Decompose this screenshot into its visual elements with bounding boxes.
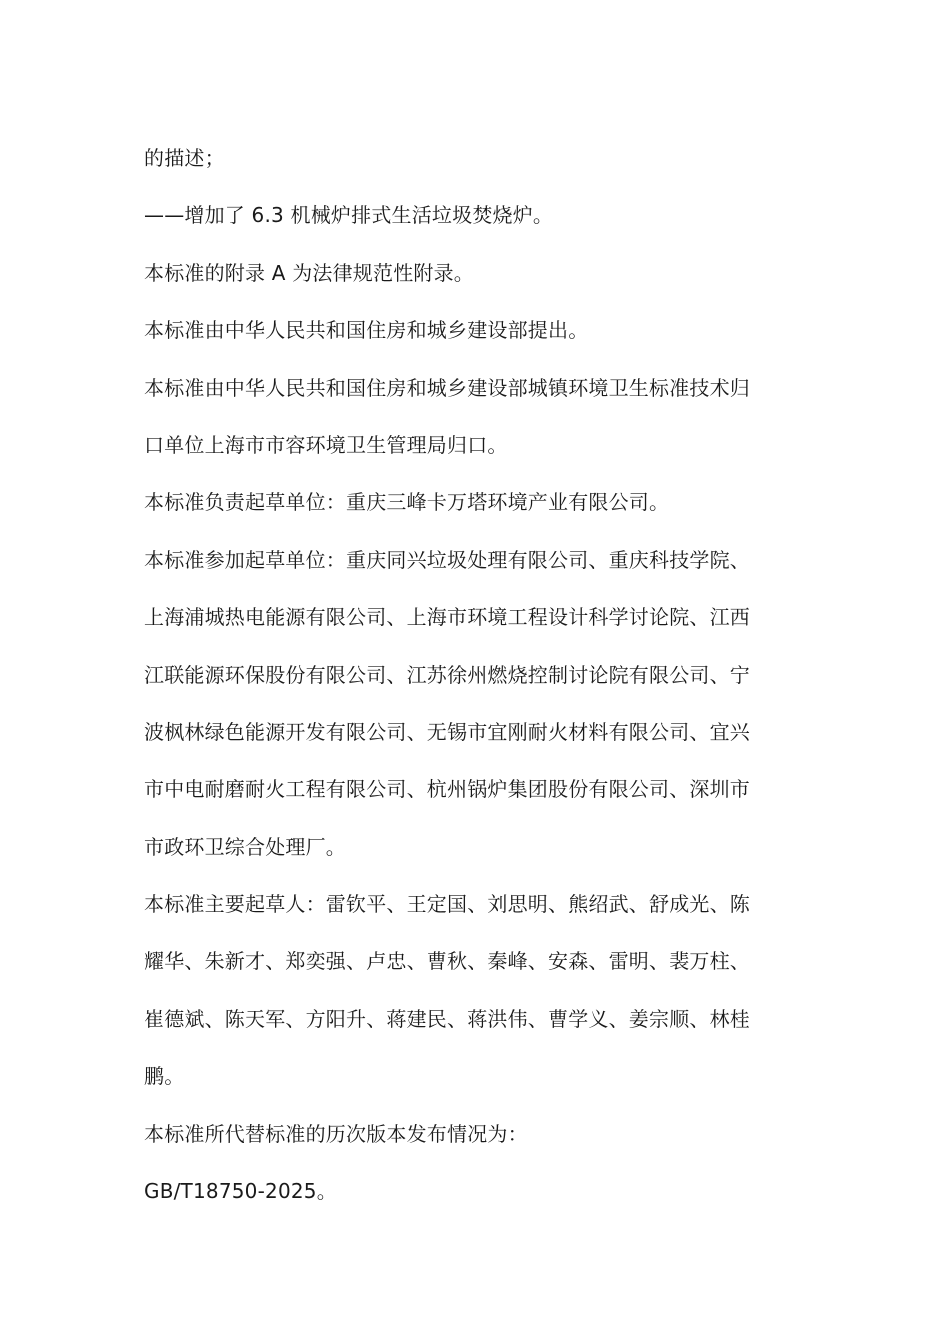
text-line: 上海浦城热电能源有限公司、上海市环境工程设计科学讨论院、江西 [144,605,750,630]
text-line: 市中电耐磨耐火工程有限公司、杭州锅炉集团股份有限公司、深圳市 [144,777,750,802]
text-line: 的描述； [144,146,225,170]
text-line: GB/T18750-2025。 [144,1179,337,1204]
text-line: 本标准所代替标准的历次版本发布情况为： [144,1121,528,1146]
text-line: 本标准的附录 A 为法律规范性附录。 [144,260,474,285]
text-line: 鹏。 [144,1064,185,1089]
text-line: 本标准负责起草单位：重庆三峰卡万塔环境产业有限公司。 [144,490,670,515]
text-line: 本标准参加起草单位：重庆同兴垃圾处理有限公司、重庆科技学院、 [144,547,750,572]
text-line: ——增加了 6.3 机械炉排式生活垃圾焚烧炉。 [144,203,554,228]
text-line: 波枫林绿色能源开发有限公司、无锡市宜刚耐火材料有限公司、宜兴 [144,719,750,744]
text-line: 本标准主要起草人：雷钦平、王定国、刘思明、熊绍武、舒成光、陈 [144,892,750,917]
document-body [144,130,808,1220]
text-line: 本标准由中华人民共和国住房和城乡建设部城镇环境卫生标准技术归 [144,375,750,400]
text-line: 口单位上海市市容环境卫生管理局归口。 [144,432,508,457]
text-line: 江联能源环保股份有限公司、江苏徐州燃烧控制讨论院有限公司、宁 [144,662,750,687]
text-line: 崔德斌、陈天军、方阳升、蒋建民、蒋洪伟、曹学义、姜宗顺、林桂 [144,1006,750,1031]
text-line: 耀华、朱新才、郑奕强、卢忠、曹秋、秦峰、安森、雷明、裴万柱、 [144,949,750,974]
text-line: 市政环卫综合处理厂。 [144,834,346,859]
text-line: 本标准由中华人民共和国住房和城乡建设部提出。 [144,318,589,343]
